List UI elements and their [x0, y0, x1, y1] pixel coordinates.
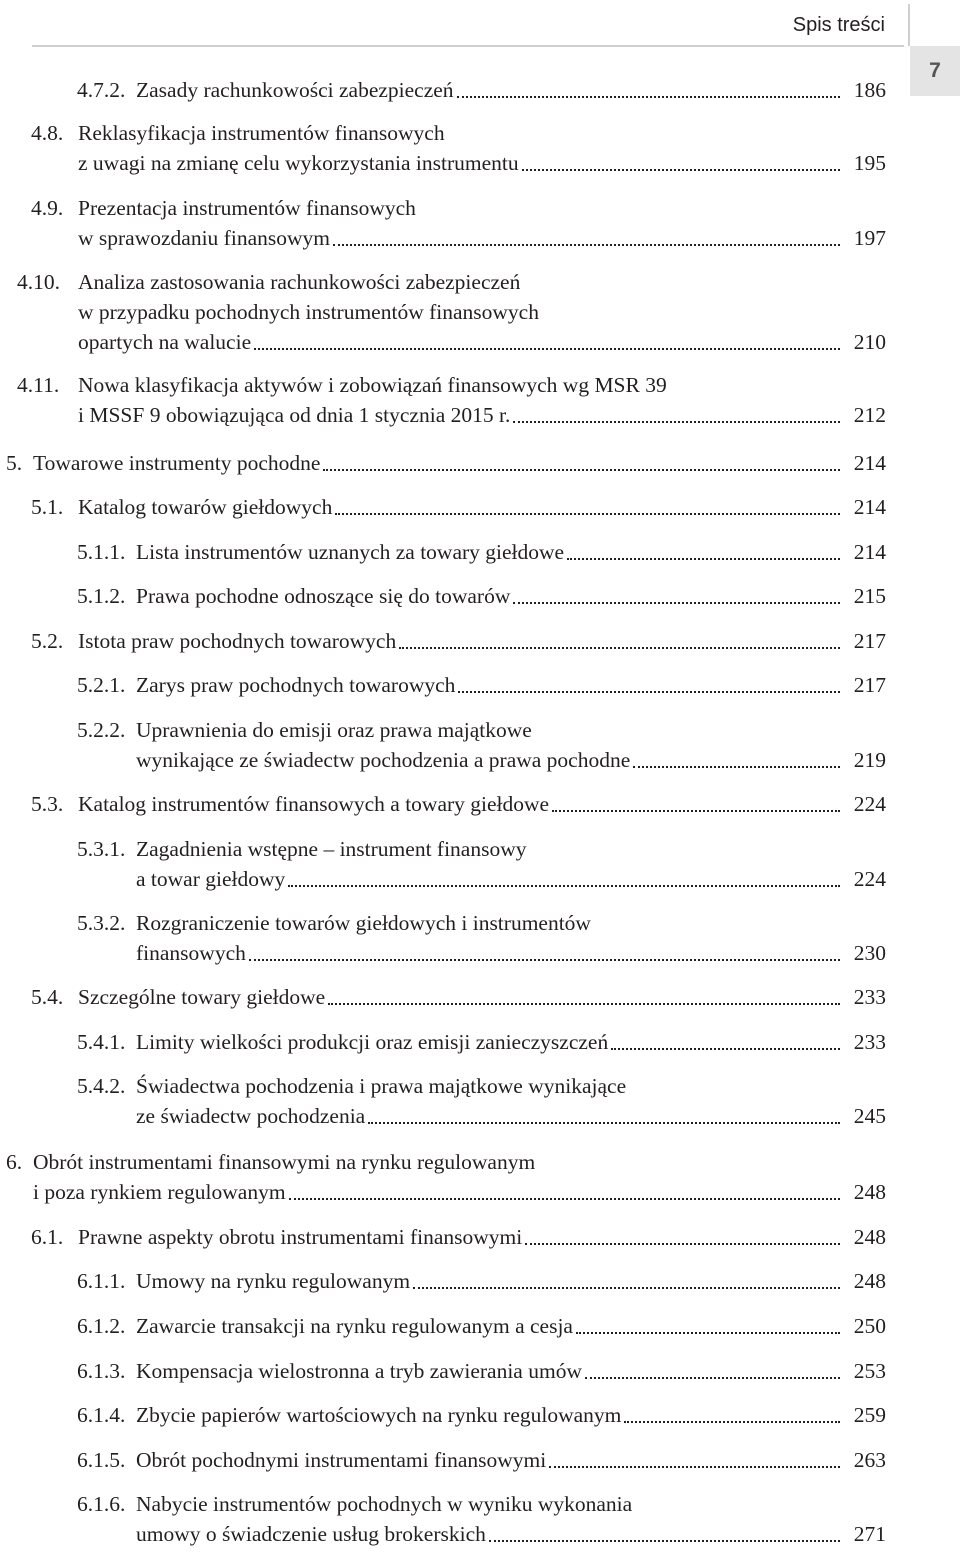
dot-leader	[624, 1421, 840, 1423]
toc-entry-number: 4.8.	[31, 121, 64, 145]
page-number-tab: 7	[910, 46, 960, 96]
toc-entry[interactable]	[0, 670, 886, 700]
toc-entry-page-number: 230	[853, 941, 886, 965]
toc-entry-title-line: Obrót instrumentami finansowymi na rynku regulowanym	[33, 1150, 536, 1174]
toc-entry-page-number: 259	[853, 1403, 886, 1427]
toc-entry-number: 4.9.	[31, 196, 64, 220]
toc-entry-page-number: 197	[853, 226, 886, 250]
toc-entry-title-line: Towarowe instrumenty pochodne	[33, 451, 321, 475]
toc-entry-title-line: Nabycie instrumentów pochodnych w wyniku wykonania	[136, 1492, 633, 1516]
toc-entry-page-number: 271	[853, 1522, 886, 1546]
toc-entry-title-line: Katalog towarów giełdowych	[78, 495, 333, 519]
toc-entry-title-line: Analiza zastosowania rachunkowości zabezpieczeń	[78, 270, 521, 294]
toc-entry[interactable]	[0, 267, 886, 357]
toc-entry-title-line: Rozgraniczenie towarów giełdowych i instrumentów	[136, 911, 591, 935]
toc-entry-title-line: opartych na walucie	[78, 330, 252, 354]
toc-entry-title-line: a towar giełdowy	[136, 867, 286, 891]
toc-entry[interactable]	[0, 492, 886, 522]
dot-leader	[328, 1003, 840, 1005]
toc-entry-title-line: Uprawnienia do emisji oraz prawa majątkowe	[136, 718, 532, 742]
toc-entry-title-line: Obrót pochodnymi instrumentami finansowymi	[136, 1448, 547, 1472]
toc-entry[interactable]	[0, 1266, 886, 1296]
toc-entry-title-line: Istota praw pochodnych towarowych	[78, 629, 397, 653]
toc-entry-page-number: 212	[853, 403, 886, 427]
toc-entry-title-line: Świadectwa pochodzenia i prawa majątkowe wynikające	[136, 1074, 627, 1098]
dot-leader	[399, 647, 840, 649]
toc-entry-number: 5.1.	[31, 495, 64, 519]
toc-entry-number: 4.11.	[17, 373, 60, 397]
toc-entry-page-number: 248	[853, 1269, 886, 1293]
toc-entry-title-line: Zawarcie transakcji na rynku regulowanym a cesja	[136, 1314, 573, 1338]
toc-entry[interactable]	[0, 1222, 886, 1252]
toc-entry[interactable]	[0, 581, 886, 611]
toc-entry[interactable]	[0, 1445, 886, 1475]
toc-entry-page-number: 263	[853, 1448, 886, 1472]
toc-entry-number: 5.1.2.	[77, 584, 126, 608]
dot-leader	[289, 1198, 840, 1200]
toc-entry-page-number: 224	[853, 792, 886, 816]
toc-entry-title-line: w przypadku pochodnych instrumentów finansowych	[78, 300, 539, 324]
toc-entry-title-line: umowy o świadczenie usług brokerskich	[136, 1522, 486, 1546]
toc-entry-page-number: 253	[853, 1359, 886, 1383]
toc-entry-number: 5.4.2.	[77, 1074, 126, 1098]
toc-entry-number: 6.1.1.	[77, 1269, 126, 1293]
toc-entry-number: 5.4.1.	[77, 1030, 126, 1054]
toc-entry-page-number: 233	[853, 985, 886, 1009]
header-rule	[32, 45, 904, 47]
toc-entry-number: 6.1.5.	[77, 1448, 126, 1472]
dot-leader	[585, 1377, 840, 1379]
toc-entry-number: 5.2.2.	[77, 718, 126, 742]
toc-entry-title-line: i poza rynkiem regulowanym	[33, 1180, 286, 1204]
toc-entry[interactable]	[0, 370, 886, 430]
toc-entry-page-number: 215	[853, 584, 886, 608]
dot-leader	[552, 810, 840, 812]
toc-entry-page-number: 217	[853, 629, 886, 653]
toc-entry-title-line: Limity wielkości produkcji oraz emisji zanieczyszczeń	[136, 1030, 609, 1054]
toc-entry-number: 5.2.	[31, 629, 64, 653]
dot-leader	[458, 691, 840, 693]
toc-entry[interactable]	[0, 908, 886, 968]
toc-entry-number: 5.2.1.	[77, 673, 126, 697]
dot-leader	[413, 1287, 840, 1289]
toc-entry-title-line: Szczególne towary giełdowe	[78, 985, 326, 1009]
toc-entry[interactable]	[0, 1356, 886, 1386]
toc-entry-number: 6.1.	[31, 1225, 64, 1249]
toc-entry-page-number: 219	[853, 748, 886, 772]
toc-entry-page-number: 233	[853, 1030, 886, 1054]
toc-entry-number: 5.4.	[31, 985, 64, 1009]
dot-leader	[633, 766, 840, 768]
toc-entry[interactable]	[0, 982, 886, 1012]
toc-entry-title-line: Prawne aspekty obrotu instrumentami finansowymi	[78, 1225, 523, 1249]
toc-entry-page-number: 210	[853, 330, 886, 354]
toc-entry[interactable]	[0, 1400, 886, 1430]
toc-entry-title-line: w sprawozdaniu finansowym	[78, 226, 330, 250]
toc-entry-page-number: 245	[853, 1104, 886, 1128]
toc-entry-number: 5.	[6, 451, 23, 475]
dot-leader	[249, 959, 840, 961]
toc-entry-number: 4.10.	[17, 270, 60, 294]
toc-entry-number: 5.3.2.	[77, 911, 126, 935]
toc-entry-title-line: Reklasyfikacja instrumentów finansowych	[78, 121, 445, 145]
toc-entry[interactable]	[0, 1311, 886, 1341]
toc-entry-number: 6.1.2.	[77, 1314, 126, 1338]
toc-entry-number: 4.7.2.	[77, 78, 126, 102]
toc-entry-page-number: 186	[853, 78, 886, 102]
toc-entry-page-number: 217	[853, 673, 886, 697]
toc-entry-title-line: z uwagi na zmianę celu wykorzystania instrumentu	[78, 151, 519, 175]
dot-leader	[567, 558, 840, 560]
dot-leader	[457, 96, 840, 98]
toc-entry-title-line: ze świadectw pochodzenia	[136, 1104, 366, 1128]
toc-entry-title-line: Zasady rachunkowości zabezpieczeń	[136, 78, 454, 102]
dot-leader	[513, 602, 840, 604]
toc-entry-title-line: finansowych	[136, 941, 246, 965]
dot-leader	[489, 1540, 840, 1542]
toc-entry-page-number: 214	[853, 451, 886, 475]
toc-entry-title-line: Katalog instrumentów finansowych a towary giełdowe	[78, 792, 550, 816]
toc-entry[interactable]	[0, 1071, 886, 1131]
toc-entry-number: 5.3.	[31, 792, 64, 816]
toc-entry[interactable]	[0, 193, 886, 253]
dot-leader	[333, 244, 840, 246]
toc-entry-title-line: Nowa klasyfikacja aktywów i zobowiązań finansowych wg MSR 39	[78, 373, 667, 397]
toc-entry-page-number: 214	[853, 495, 886, 519]
toc-entry[interactable]	[0, 537, 886, 567]
toc-entry-title-line: Prawa pochodne odnoszące się do towarów	[136, 584, 511, 608]
toc-entry-title-line: Zbycie papierów wartościowych na rynku regulowanym	[136, 1403, 622, 1427]
dot-leader	[368, 1122, 840, 1124]
toc-entry[interactable]	[0, 834, 886, 894]
toc-entry-title-line: Lista instrumentów uznanych za towary giełdowe	[136, 540, 565, 564]
toc-entry[interactable]	[0, 1147, 886, 1207]
running-header-title: Spis treści	[792, 14, 885, 36]
toc-entry-page-number: 214	[853, 540, 886, 564]
toc-entry-page-number: 224	[853, 867, 886, 891]
toc-entry-page-number: 250	[853, 1314, 886, 1338]
dot-leader	[254, 348, 840, 350]
toc-entry-title-line: i MSSF 9 obowiązująca od dnia 1 stycznia 2015 r.	[78, 403, 511, 427]
toc-entry-title-line: Kompensacja wielostronna a tryb zawierania umów	[136, 1359, 582, 1383]
toc-entry[interactable]	[0, 715, 886, 775]
toc-entry[interactable]	[0, 448, 886, 478]
dot-leader	[525, 1243, 840, 1245]
toc-entry-title-line: Zagadnienia wstępne – instrument finansowy	[136, 837, 527, 861]
dot-leader	[611, 1048, 840, 1050]
toc-entry-page-number: 195	[853, 151, 886, 175]
toc-entry-number: 5.3.1.	[77, 837, 126, 861]
dot-leader	[576, 1332, 840, 1334]
dot-leader	[522, 169, 840, 171]
toc-entry-title-line: wynikające ze świadectw pochodzenia a prawa pochodne	[136, 748, 631, 772]
toc-entry-number: 6.1.3.	[77, 1359, 126, 1383]
dot-leader	[335, 513, 840, 515]
toc-entry[interactable]	[0, 75, 886, 105]
toc-entry-number: 6.1.6.	[77, 1492, 126, 1516]
toc-entry[interactable]	[0, 1027, 886, 1057]
page-tab-divider	[908, 4, 910, 46]
toc-entry-title-line: Umowy na rynku regulowanym	[136, 1269, 411, 1293]
toc-entry-page-number: 248	[853, 1180, 886, 1204]
toc-entry[interactable]	[0, 118, 886, 178]
dot-leader	[323, 469, 840, 471]
dot-leader	[549, 1466, 840, 1468]
toc-entry-title-line: Prezentacja instrumentów finansowych	[78, 196, 416, 220]
toc-entry[interactable]	[0, 1489, 886, 1549]
dot-leader	[288, 885, 840, 887]
dot-leader	[513, 421, 840, 423]
toc-entry-page-number: 248	[853, 1225, 886, 1249]
toc-entry-number: 6.	[6, 1150, 23, 1174]
toc-entry[interactable]	[0, 626, 886, 656]
toc-entry-title-line: Zarys praw pochodnych towarowych	[136, 673, 456, 697]
toc-entry-number: 5.1.1.	[77, 540, 126, 564]
toc-entry-number: 6.1.4.	[77, 1403, 126, 1427]
toc-entry[interactable]	[0, 789, 886, 819]
